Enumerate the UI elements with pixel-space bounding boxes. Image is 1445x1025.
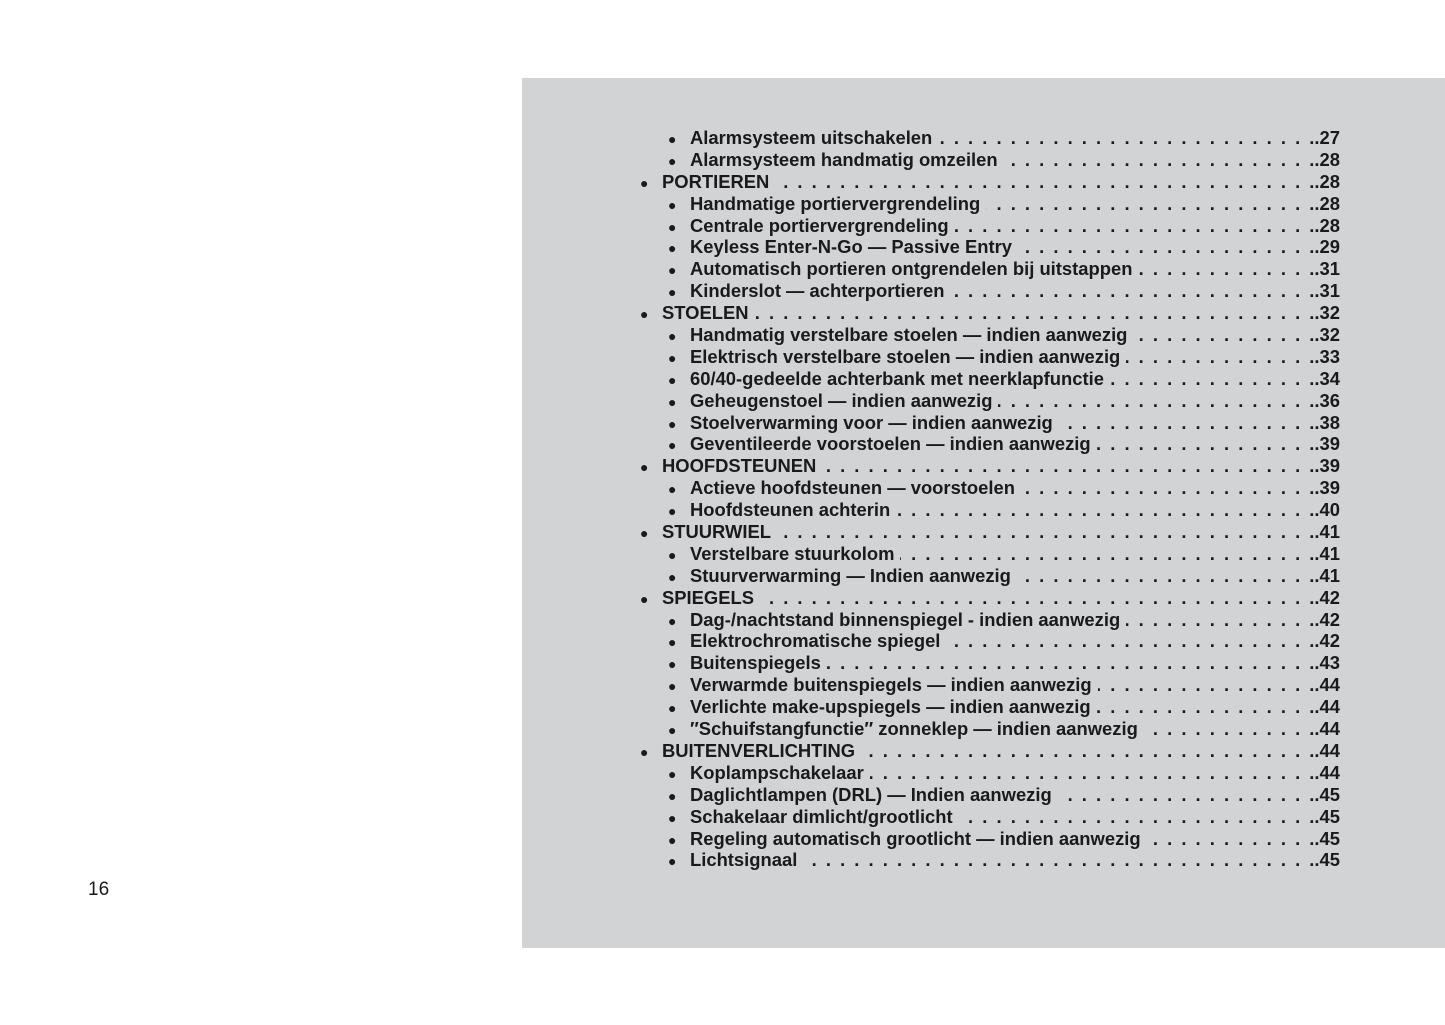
toc-entry-title: Alarmsysteem handmatig omzeilen — [690, 148, 998, 170]
toc-entry-title: STUURWIEL — [662, 521, 771, 543]
bullet-icon: ● — [668, 722, 677, 739]
toc-subsection-entry[interactable] — [640, 193, 1340, 215]
page-number: 16 — [88, 879, 110, 900]
toc-entry-page: .44 — [1314, 718, 1340, 740]
dot-leader — [1021, 477, 1314, 499]
dot-leader — [1138, 258, 1314, 280]
bullet-icon: ● — [668, 262, 677, 279]
dot-leader — [1126, 609, 1314, 631]
toc-subsection-entry[interactable] — [640, 390, 1340, 412]
dot-leader — [938, 127, 1314, 149]
dot-leader — [955, 215, 1315, 237]
dot-leader — [946, 630, 1314, 652]
toc-entry-title: Regeling automatisch grootlicht — indien aanwezig — [690, 827, 1141, 849]
toc-entry-page: .27 — [1314, 127, 1340, 148]
dot-leader — [760, 587, 1314, 609]
toc-entry-page: .28 — [1314, 214, 1340, 236]
toc-subsection-entry[interactable] — [640, 236, 1340, 258]
bullet-icon: ● — [668, 393, 677, 410]
toc-section-entry[interactable] — [640, 521, 1340, 543]
bullet-icon: ● — [668, 481, 677, 498]
toc-entry-title: Handmatige portiervergrendeling — [690, 192, 981, 214]
toc-entry-page: .44 — [1314, 739, 1340, 761]
dot-leader — [1144, 718, 1315, 740]
toc-entry-title: Stuurverwarming — Indien aanwezig — [690, 564, 1011, 586]
toc-subsection-entry[interactable] — [640, 215, 1340, 237]
toc-subsection-entry[interactable] — [640, 784, 1340, 806]
toc-entry-title: Buitenspiegels — [690, 652, 821, 674]
toc-subsection-entry[interactable] — [640, 127, 1340, 149]
toc-subsection-entry[interactable] — [640, 806, 1340, 828]
toc-entry-title: Daglichtlampen (DRL) — Indien aanwezig — [690, 783, 1052, 805]
bullet-icon: ● — [668, 678, 677, 695]
bullet-icon: ● — [668, 787, 677, 804]
toc-entry-page: .28 — [1314, 192, 1340, 214]
bullet-icon: ● — [668, 218, 677, 235]
toc-subsection-entry[interactable] — [640, 433, 1340, 455]
toc-section-entry[interactable] — [640, 455, 1340, 477]
toc-entry-title: Actieve hoofdsteunen — voorstoelen — [690, 477, 1015, 499]
dot-leader — [900, 543, 1314, 565]
toc-subsection-entry[interactable] — [640, 565, 1340, 587]
toc-entry-page: .38 — [1314, 411, 1340, 433]
toc-subsection-entry[interactable] — [640, 258, 1340, 280]
toc-entry-page: .32 — [1314, 324, 1340, 346]
toc-section-entry[interactable] — [640, 171, 1340, 193]
toc-entry-page: .28 — [1314, 170, 1340, 192]
toc-entry-title: Kinderslot — achterportieren — [690, 280, 945, 302]
toc-entry-title: Keyless Enter-N-Go — Passive Entry — [690, 236, 1012, 258]
toc-entry-page: .44 — [1314, 674, 1340, 696]
toc-entry-page: .31 — [1314, 258, 1340, 280]
dot-leader — [755, 302, 1315, 324]
dot-leader — [861, 740, 1314, 762]
toc-entry-title: Geventileerde voorstoelen — indien aanwezig — [690, 433, 1091, 455]
toc-subsection-entry[interactable] — [640, 477, 1340, 499]
toc-entry-page: .33 — [1314, 345, 1340, 367]
bullet-icon: ● — [668, 853, 677, 870]
bullet-icon: ● — [668, 568, 677, 585]
toc-entry-title: Dag-/nachtstand binnenspiegel - indien aanwezig — [690, 608, 1121, 630]
toc-subsection-entry[interactable] — [640, 412, 1340, 434]
toc-panel — [522, 78, 1445, 948]
toc-entry-title: Geheugenstoel — indien aanwezig — [690, 389, 993, 411]
toc-subsection-entry[interactable] — [640, 762, 1340, 784]
toc-subsection-entry[interactable] — [640, 609, 1340, 631]
dot-leader — [1018, 236, 1314, 258]
dot-leader — [803, 849, 1314, 871]
dot-leader — [986, 193, 1314, 215]
bullet-icon: ● — [640, 459, 649, 476]
bullet-icon: ● — [640, 174, 649, 191]
toc-entry-title: Alarmsysteem uitschakelen — [690, 127, 933, 148]
toc-entry-title: Lichtsignaal — [690, 849, 798, 871]
dot-leader — [827, 652, 1315, 674]
dot-leader — [775, 171, 1314, 193]
dot-leader — [959, 806, 1315, 828]
toc-entry-page: .45 — [1314, 783, 1340, 805]
bullet-icon: ● — [668, 437, 677, 454]
toc-section-entry[interactable] — [640, 302, 1340, 324]
toc-subsection-entry[interactable] — [640, 828, 1340, 850]
dot-leader — [1098, 674, 1315, 696]
bullet-icon: ● — [668, 765, 677, 782]
toc-subsection-entry[interactable] — [640, 499, 1340, 521]
toc-section-entry[interactable] — [640, 587, 1340, 609]
toc-subsection-entry[interactable] — [640, 674, 1340, 696]
dot-leader — [1017, 565, 1315, 587]
bullet-icon: ● — [668, 546, 677, 563]
bullet-icon: ● — [668, 612, 677, 629]
toc-entry-page: .41 — [1314, 542, 1340, 564]
bullet-icon: ● — [668, 152, 677, 169]
toc-entry-title: HOOFDSTEUNEN — [662, 455, 817, 477]
bullet-icon: ● — [668, 809, 677, 826]
toc-entry-page: .40 — [1314, 499, 1340, 521]
dot-leader — [998, 390, 1314, 412]
toc-entry-page: .45 — [1314, 805, 1340, 827]
toc-entry-page: .39 — [1314, 433, 1340, 455]
dot-leader — [896, 499, 1314, 521]
toc-subsection-entry[interactable] — [640, 368, 1340, 390]
toc-entry-title: Koplampschakelaar — [690, 761, 864, 783]
toc-subsection-entry[interactable] — [640, 324, 1340, 346]
dot-leader — [870, 762, 1315, 784]
bullet-icon: ● — [668, 415, 677, 432]
toc-entry-page: .45 — [1314, 849, 1340, 871]
toc-entry-page: .42 — [1314, 586, 1340, 608]
dot-leader — [1110, 368, 1314, 390]
dot-leader — [1147, 828, 1315, 850]
dot-leader — [1058, 784, 1315, 806]
bullet-icon: ● — [640, 743, 649, 760]
bullet-icon: ● — [668, 634, 677, 651]
toc-subsection-entry[interactable] — [640, 543, 1340, 565]
toc-entry-title: ″Schuifstangfunctie″ zonneklep — indien aanwezig — [690, 718, 1138, 740]
toc-entry-title: Verstelbare stuurkolom — [690, 542, 895, 564]
dot-leader — [1133, 324, 1314, 346]
toc-entry-title: Elektrochromatische spiegel — [690, 630, 941, 652]
toc-entry-title: Elektrisch verstelbare stoelen — indien aanwezig — [690, 345, 1121, 367]
toc-subsection-entry[interactable] — [640, 280, 1340, 302]
toc-entry-title: SPIEGELS — [662, 586, 754, 608]
toc-entry-title: Verlichte make-upspiegels — indien aanwezig — [690, 696, 1091, 718]
toc-subsection-entry[interactable] — [640, 346, 1340, 368]
dot-leader — [1097, 433, 1315, 455]
toc-entry-page: .28 — [1314, 148, 1340, 170]
dot-leader — [1126, 346, 1314, 368]
toc-entry-page: .34 — [1314, 367, 1340, 389]
bullet-icon: ● — [668, 328, 677, 345]
toc-subsection-entry[interactable] — [640, 718, 1340, 740]
toc-entry-title: Handmatig verstelbare stoelen — indien aanwezig — [690, 324, 1128, 346]
bullet-icon: ● — [640, 306, 649, 323]
bullet-icon: ● — [668, 131, 677, 147]
toc-entry-page: .43 — [1314, 652, 1340, 674]
toc-entry-title: 60/40-gedeelde achterbank met neerklapfunctie — [690, 367, 1104, 389]
toc-entry-page: .31 — [1314, 280, 1340, 302]
toc-entry-page: .39 — [1314, 477, 1340, 499]
bullet-icon: ● — [668, 349, 677, 366]
toc-entry-page: .36 — [1314, 389, 1340, 411]
toc-entry-title: PORTIEREN — [662, 170, 770, 192]
toc-entry-page: .44 — [1314, 696, 1340, 718]
toc-section-entry[interactable] — [640, 740, 1340, 762]
toc-subsection-entry[interactable] — [640, 849, 1340, 871]
bullet-icon: ● — [640, 590, 649, 607]
toc-entry-title: Verwarmde buitenspiegels — indien aanwezig — [690, 674, 1092, 696]
dot-leader — [1004, 149, 1315, 171]
toc-entry-page: .42 — [1314, 608, 1340, 630]
bullet-icon: ● — [668, 284, 677, 301]
toc-entry-page: .41 — [1314, 521, 1340, 543]
bullet-icon: ● — [668, 371, 677, 388]
toc-entry-page: .32 — [1314, 302, 1340, 324]
bullet-icon: ● — [668, 503, 677, 520]
dot-leader — [1059, 412, 1315, 434]
bullet-icon: ● — [668, 831, 677, 848]
dot-leader — [950, 280, 1314, 302]
toc-entry-title: BUITENVERLICHTING — [662, 739, 856, 761]
toc-entry-title: Stoelverwarming voor — indien aanwezig — [690, 411, 1053, 433]
bullet-icon: ● — [668, 656, 677, 673]
toc-entry-title: Schakelaar dimlicht/grootlicht — [690, 805, 953, 827]
toc-entry-title: Centrale portiervergrendeling — [690, 214, 949, 236]
bullet-icon: ● — [668, 240, 677, 257]
toc-entry-title: Hoofdsteunen achterin — [690, 499, 891, 521]
toc-entry-page: .42 — [1314, 630, 1340, 652]
toc-subsection-entry[interactable] — [640, 652, 1340, 674]
toc-entry-page: .45 — [1314, 827, 1340, 849]
toc-entry-title: Automatisch portieren ontgrendelen bij uitstappen — [690, 258, 1133, 280]
dot-leader — [822, 455, 1314, 477]
toc-subsection-entry[interactable] — [640, 630, 1340, 652]
dot-leader — [777, 521, 1314, 543]
toc-entry-page: .39 — [1314, 455, 1340, 477]
table-of-contents — [640, 127, 1340, 871]
toc-entry-page: .41 — [1314, 564, 1340, 586]
toc-entry-page: .44 — [1314, 761, 1340, 783]
dot-leader — [1097, 696, 1315, 718]
toc-entry-page: .29 — [1314, 236, 1340, 258]
toc-subsection-entry[interactable] — [640, 149, 1340, 171]
bullet-icon: ● — [668, 700, 677, 717]
bullet-icon: ● — [640, 525, 649, 542]
bullet-icon: ● — [668, 196, 677, 213]
toc-subsection-entry[interactable] — [640, 696, 1340, 718]
toc-entry-title: STOELEN — [662, 302, 749, 324]
